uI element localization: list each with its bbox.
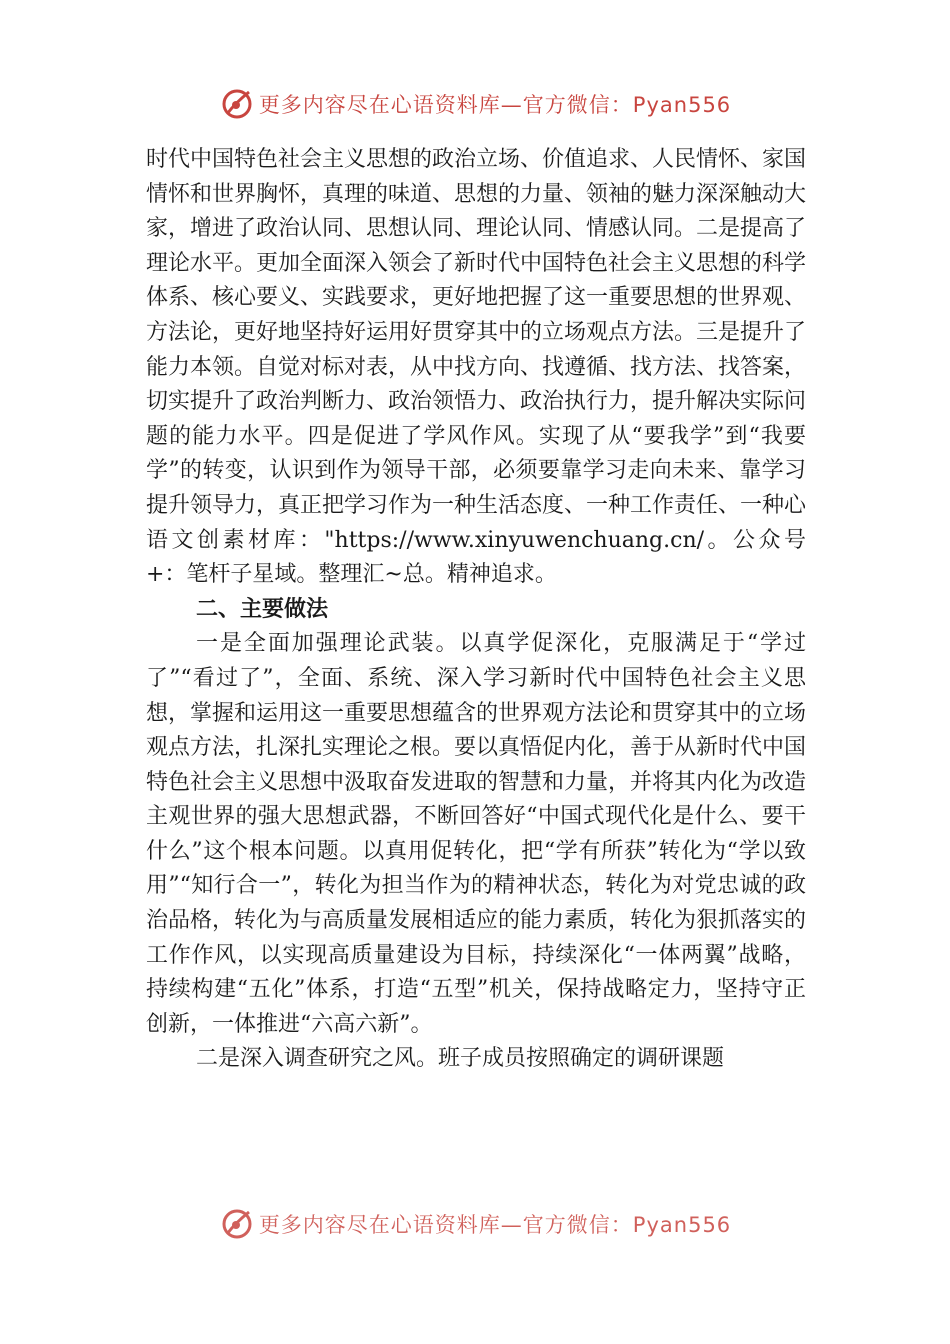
brush-circle-logo-icon [219,1206,255,1242]
paragraph-theory-armament: 一是全面加强理论武装。以真学促深化，克服满足于“学过了”“看过了”，全面、系统、深入学习新时代中国特色社会主义思想，掌握和运用这一重要思想蕴含的世界观方法论和贯穿其中的立场观点方法，扎深扎实理论之根。要以真悟促内化，善于从新时代中国特色社会主义思想中汲取奋发进取的智慧和力量，并将其内化为改造主观世界的强大思想武器，不断回答好“中国式现代化是什么、要干什么”这个根本问题。以真用促转化，把“学有所获”转化为“学以致用”“知行合一”，转化为担当作为的精神状态，转化为对党忠诚的政治品格，转化为与高质量发展相适应的能力素质，转化为狠抓落实的工作作风，以实现高质量建设为目标，持续深化“一体两翼”战略，持续构建“五化”体系，打造“五型”机关，保持战略定力，坚持守正创新，一体推进“六高六新”。 [146,631,807,1037]
section-heading-main-practices: 二、主要做法 [196,596,329,622]
footer-watermark-text: 更多内容尽在心语资料库—官方微信：Pyan556 [258,1213,732,1237]
header-watermark-text: 更多内容尽在心语资料库—官方微信：Pyan556 [258,93,732,117]
paragraph-study-outcomes: 时代中国特色社会主义思想的政治立场、价值追求、人民情怀、家国情怀和世界胸怀，真理的味道、思想的力量、领袖的魅力深深触动大家，增进了政治认同、思想认同、理论认同、情感认同。二是提高了理论水平。更加全面深入领会了新时代中国特色社会主义思想的科学体系、核心要义、实践要求，更好地把握了这一重要思想的世界观、方法论，更好地坚持好运用好贯穿其中的立场观点方法。三是提升了能力本领。自觉对标对表，从中找方向、找遵循、找方法、找答案，切实提升了政治判断力、政治领悟力、政治执行力，提升解决实际问题的能力水平。四是促进了学风作风。实现了从“要我学”到“我要学”的转变，认识到作为领导干部，必须要靠学习走向未来、靠学习提升领导力，真正把学习作为一种生活态度、一种工作责任、一种心语文创素材库："https://www.xinyuwenchuang.cn/。公众号+：笔杆子星域。整理汇~总。精神追求。 [146,147,807,588]
document-body [146,143,806,1077]
footer-watermark-banner [0,1204,950,1244]
paragraph-investigation-research: 二是深入调查研究之风。班子成员按照确定的调研课题 [196,1046,725,1072]
brush-circle-logo-icon [219,86,255,122]
header-watermark-banner [0,84,950,124]
